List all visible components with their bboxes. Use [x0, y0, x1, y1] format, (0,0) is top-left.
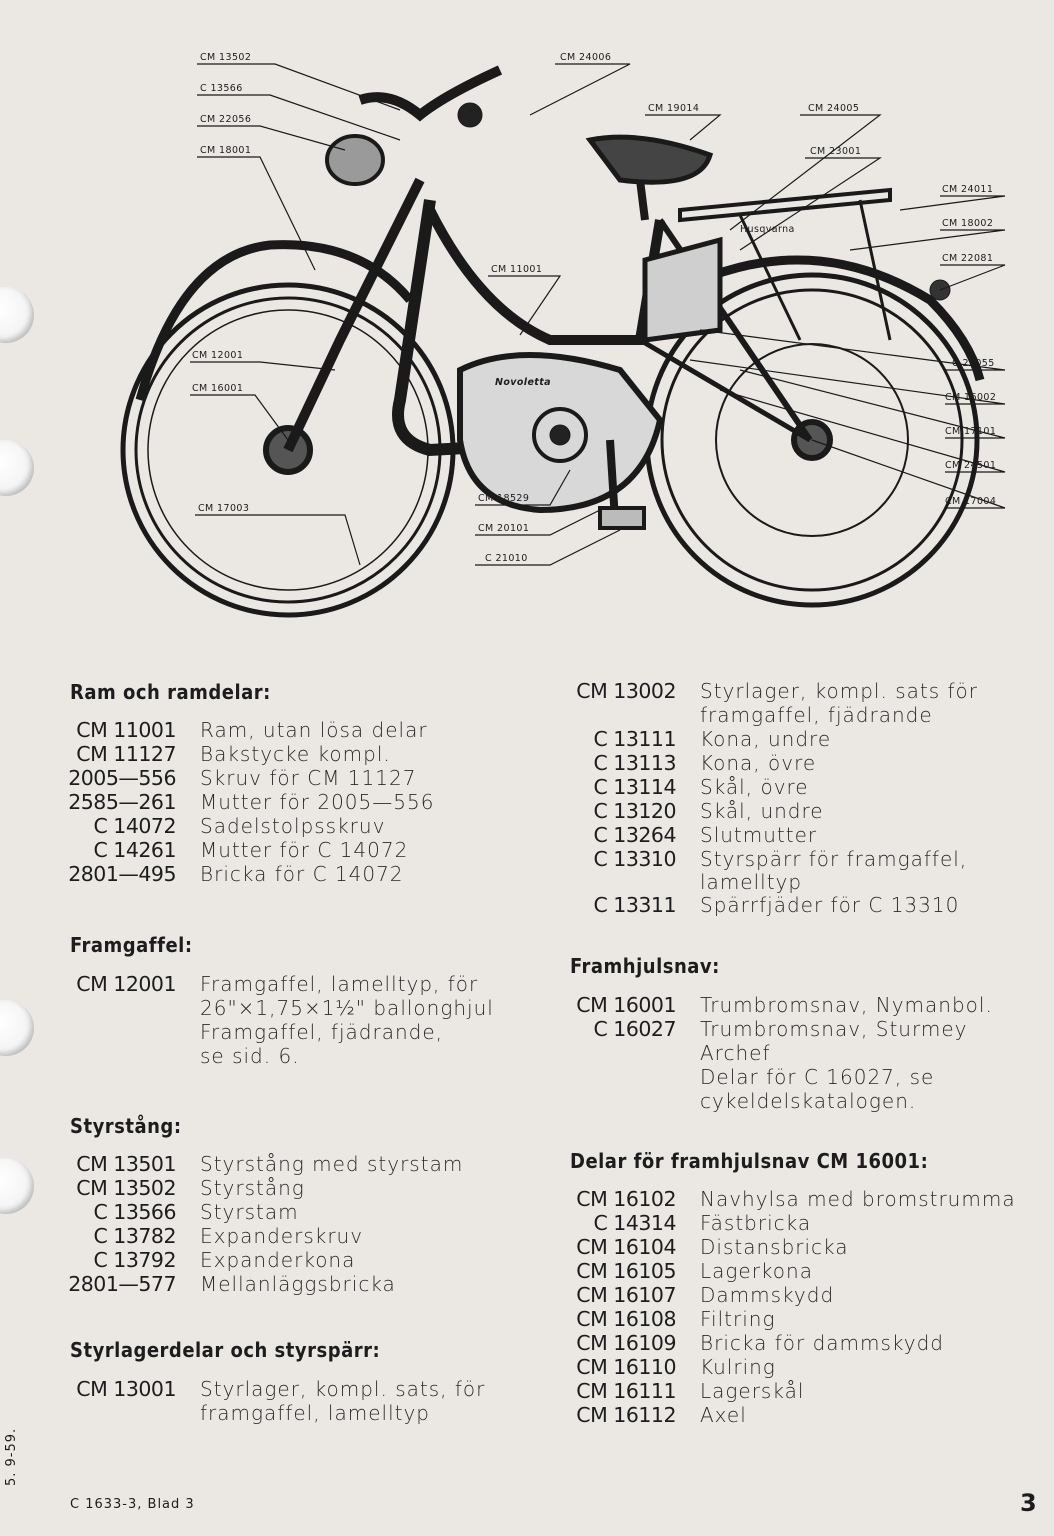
callout-label: CM 11001 [491, 264, 543, 275]
part-description: Axel [700, 1403, 747, 1427]
part-description: Fästbricka [700, 1211, 812, 1235]
part-description: Lagerskål [700, 1379, 805, 1403]
part-code: C 13264 [593, 823, 676, 847]
part-code: C 16027 [593, 1017, 676, 1041]
punch-hole [0, 1000, 34, 1056]
punch-hole [0, 440, 34, 496]
part-description: Kona, undre [700, 727, 832, 751]
callout-label: CM 24011 [942, 184, 994, 195]
part-description: Delar för C 16027, se [700, 1065, 935, 1089]
part-code: CM 16105 [576, 1259, 676, 1283]
part-description: Bakstycke kompl. [200, 742, 391, 766]
part-description: 26"×1,75×1½" ballonghjul [200, 996, 494, 1020]
side-date: 5. 9-59. [4, 1427, 19, 1486]
part-description: se sid. 6. [200, 1044, 300, 1068]
section-title-ram: Ram och ramdelar: [70, 680, 271, 704]
part-code: 2005—556 [68, 766, 176, 790]
callout-label: CM 24501 [945, 460, 997, 471]
part-code: 2801—495 [68, 862, 176, 886]
part-description: Navhylsa med bromstrumma [700, 1187, 1016, 1211]
part-description: Filtring [700, 1307, 776, 1331]
part-description: Mellanläggsbricka [200, 1272, 396, 1296]
part-code: CM 16107 [576, 1283, 676, 1307]
part-description: Skruv för CM 11127 [200, 766, 417, 790]
part-code: CM 11001 [76, 718, 176, 742]
part-description: Kona, övre [700, 751, 817, 775]
part-description: Mutter för 2005—556 [200, 790, 435, 814]
callout-label: CM 22081 [942, 253, 994, 264]
part-description: Bricka för C 14072 [200, 862, 404, 886]
part-description: framgaffel, lamelltyp [200, 1401, 431, 1425]
part-code: C 14072 [93, 814, 176, 838]
part-code: 2585—261 [68, 790, 176, 814]
part-code: C 13792 [93, 1248, 176, 1272]
part-description: Trumbromsnav, Sturmey [700, 1017, 968, 1041]
part-description: Styrstam [200, 1200, 299, 1224]
part-code: C 13114 [593, 775, 676, 799]
callout-label: CM 16001 [192, 383, 244, 394]
part-code: C 13782 [93, 1224, 176, 1248]
section-title-delar-framhjulsnav: Delar för framhjulsnav CM 16001: [570, 1149, 929, 1173]
part-code: C 14314 [593, 1211, 676, 1235]
part-code: C 13566 [93, 1200, 176, 1224]
callout-label: CM 17003 [198, 503, 250, 514]
part-description: Kulring [700, 1355, 776, 1379]
section-title-framhjulsnav: Framhjulsnav: [570, 954, 720, 978]
part-code: CM 13002 [576, 679, 676, 703]
callout-label: C 29055 [952, 358, 995, 369]
part-description: framgaffel, fjädrande [700, 703, 933, 727]
tank-brand-text: Husqvarna [740, 224, 795, 235]
page-number: 3 [1020, 1489, 1037, 1517]
callout-label: CM 17101 [945, 426, 997, 437]
part-description: Styrspärr för framgaffel, [700, 847, 968, 871]
part-code: CM 13001 [76, 1377, 176, 1401]
part-description: Trumbromsnav, Nymanbol. [700, 993, 993, 1017]
callout-label: CM 24006 [560, 52, 612, 63]
part-code: CM 16104 [576, 1235, 676, 1259]
callout-label: CM 17004 [945, 496, 997, 507]
callout-label: C 21010 [485, 553, 528, 564]
part-description: Styrlager, kompl. sats, för [200, 1377, 486, 1401]
callout-label: CM 24005 [808, 103, 860, 114]
callout-label: CM 13502 [200, 52, 252, 63]
part-description: Lagerkona [700, 1259, 813, 1283]
section-title-styrlagerdelar: Styrlagerdelar och styrspärr: [70, 1338, 381, 1362]
part-code: CM 13501 [76, 1152, 176, 1176]
document-reference: C 1633-3, Blad 3 [70, 1497, 195, 1512]
part-description: cykeldelskatalogen. [700, 1089, 917, 1113]
part-code: CM 16111 [576, 1379, 676, 1403]
part-description: Archef [700, 1041, 771, 1065]
part-description: Expanderskruv [200, 1224, 364, 1248]
part-description: Framgaffel, fjädrande, [200, 1020, 443, 1044]
part-description: Mutter för C 14072 [200, 838, 409, 862]
part-description: Skål, övre [700, 775, 809, 799]
part-code: CM 16109 [576, 1331, 676, 1355]
callout-label: CM 19014 [648, 103, 700, 114]
part-description: Skål, undre [700, 799, 824, 823]
part-code: C 13113 [593, 751, 676, 775]
part-code: 2801—577 [68, 1272, 176, 1296]
part-description: Slutmutter [700, 823, 818, 847]
part-description: Spärrfjäder för C 13310 [700, 893, 960, 917]
part-description: Distansbricka [700, 1235, 849, 1259]
part-description: Ram, utan lösa delar [200, 718, 428, 742]
callout-label: CM 22056 [200, 114, 252, 125]
part-description: Dammskydd [700, 1283, 835, 1307]
cover-logo-text: Novoletta [495, 377, 551, 388]
part-description: lamelltyp [700, 870, 803, 894]
part-code: C 13310 [593, 847, 676, 871]
part-code: CM 16108 [576, 1307, 676, 1331]
part-code: CM 16001 [576, 993, 676, 1017]
part-description: Styrstång med styrstam [200, 1152, 464, 1176]
part-description: Expanderkona [200, 1248, 356, 1272]
part-code: CM 11127 [76, 742, 176, 766]
callout-label: CM 18529 [478, 493, 530, 504]
part-code: CM 16110 [576, 1355, 676, 1379]
part-code: C 13111 [593, 727, 676, 751]
callout-label: CM 23001 [810, 146, 862, 157]
part-description: Styrlager, kompl. sats för [700, 679, 979, 703]
moped-illustration [100, 40, 1040, 640]
part-code: C 13311 [593, 893, 676, 917]
callout-label: CM 12001 [192, 350, 244, 361]
part-description: Styrstång [200, 1176, 305, 1200]
section-title-framgaffel: Framgaffel: [70, 933, 193, 957]
callout-label: CM 18002 [942, 218, 994, 229]
part-code: C 14261 [93, 838, 176, 862]
part-description: Bricka för dammskydd [700, 1331, 945, 1355]
part-code: CM 16112 [576, 1403, 676, 1427]
callout-label: CM 20101 [478, 523, 530, 534]
section-title-styrstang: Styrstång: [70, 1114, 182, 1138]
part-code: C 13120 [593, 799, 676, 823]
callout-label: CM 16002 [945, 392, 997, 403]
part-description: Framgaffel, lamelltyp, för [200, 972, 479, 996]
callout-label: C 13566 [200, 83, 243, 94]
part-description: Sadelstolpsskruv [200, 814, 386, 838]
punch-hole [0, 1158, 34, 1214]
part-code: CM 16102 [576, 1187, 676, 1211]
callout-label: CM 18001 [200, 145, 252, 156]
punch-hole [0, 287, 34, 343]
part-code: CM 13502 [76, 1176, 176, 1200]
part-code: CM 12001 [76, 972, 176, 996]
